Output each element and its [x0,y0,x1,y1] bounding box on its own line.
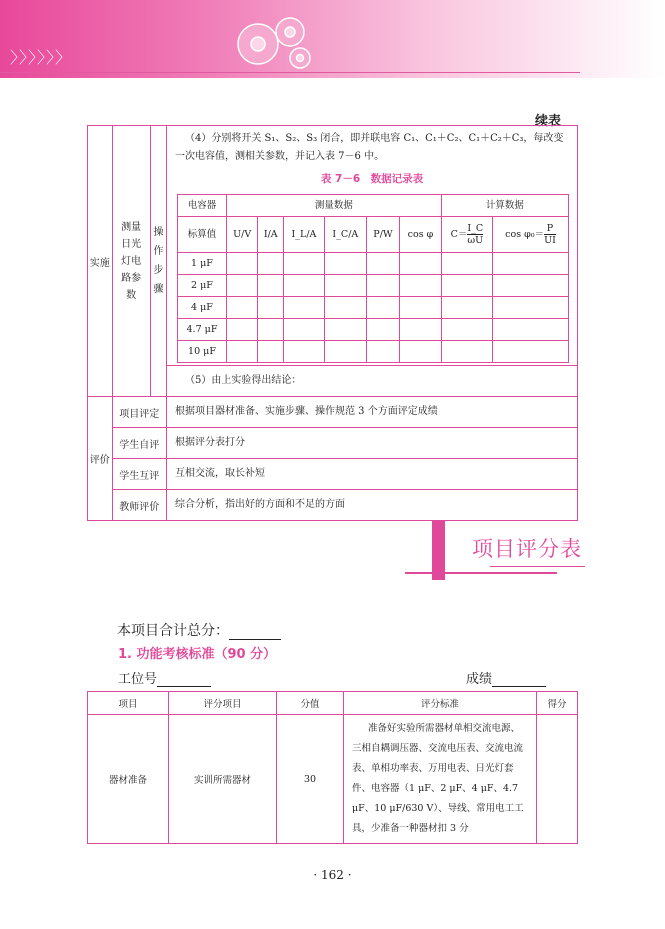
data-record-table [177,194,569,363]
impl-label: 实施 [89,257,110,269]
hdr-cos0-formula [493,217,569,253]
section1-title: 1. 功能考核标准（90 分） [118,647,277,662]
hdr-il: I_L/A [284,217,325,253]
page-number: · 162 · [313,868,352,882]
t2-criteria: 准备好实验所需器材单相交流电源、三相自耦调压器、交流电压表、交流电流表、单相功率表、万用电表、日光灯套件、电容器（1 μF、2 μF、4 μF、4.7 μF、10 μF/630 V）、导线、常用电工工具，少准备一种器材扣 3 分 [344,715,537,844]
hdr-u: U/V [226,217,257,253]
cos0-lhs: cos φ₀＝ [505,229,545,240]
t2-hdr-item: 项目 [88,692,169,715]
gears-icon [228,12,328,74]
c-num: I_C [467,223,484,234]
steps-label-cell [150,126,166,397]
score-label: 成绩 [466,672,493,687]
eval-content: 根据项目器材准备、实施步骤、操作规范 3 个方面评定成绩 [167,397,578,428]
eval-item: 项目评定 [112,397,166,428]
page-header-band [0,0,665,78]
score-line [466,668,546,687]
t2-hdr-criteria: 评分标准 [344,692,537,715]
hdr-ic: I_C/A [324,217,366,253]
table-row [178,253,569,275]
hdr-p: P/W [366,217,399,253]
section-title: 项目评分表 [472,537,582,561]
eval-label-cell [88,397,113,521]
impl-label-cell [88,126,113,397]
score-blank [492,672,546,687]
hdr-cos: cos φ [400,217,442,253]
total-label: 本项目合计总分： [117,623,229,639]
measure-label-cell [112,126,150,397]
table-row [88,715,578,844]
eval-content: 互相交流，取长补短 [167,459,578,490]
t2-score [537,715,578,844]
eval-content: 综合分析，指出好的方面和不足的方面 [167,490,578,521]
cos0-den: UI [544,235,556,246]
eval-item: 学生自评 [112,428,166,459]
header-arrows: 〉〉〉〉〉〉 [10,48,73,67]
station-blank [157,672,211,687]
hdr-nominal: 标算值 [178,217,227,253]
table-row [178,275,569,297]
hdr-capacitor: 电容器 [178,195,227,217]
step5-cell [167,366,578,397]
t2-points: 30 [277,715,344,844]
table-row [178,341,569,363]
scoring-table [87,691,578,844]
t2-item: 器材准备 [88,715,169,844]
station-label: 工位号 [118,672,158,687]
measure-label: 测量日光灯电路参数 [121,221,142,301]
t2-hdr-subitem: 评分项目 [169,692,277,715]
row-label: 4 μF [178,297,227,319]
step4-cell [167,126,578,366]
hdr-c-formula [441,217,492,253]
section-banner [405,520,585,580]
eval-label: 评价 [89,455,110,466]
total-score-line [117,620,281,640]
banner-underline [490,566,585,567]
t2-hdr-points: 分值 [277,692,344,715]
total-blank [229,625,281,640]
row-label: 10 μF [178,341,227,363]
banner-rule [405,572,557,574]
eval-item: 学生互评 [112,459,166,490]
header-rule [0,72,580,73]
continued-label: 续表 [535,114,562,129]
c-lhs: C＝ [450,229,468,240]
row-label: 2 μF [178,275,227,297]
cos0-num: P [544,223,556,235]
step4-text: （4）分别将开关 S₁、S₂、S₃ 闭合，即并联电容 C₁、C₁＋C₂、C₁＋C₂＋C₃，每改变一次电容值，测相关参数，并记入表 7－6 中。 [175,133,564,162]
t2-hdr-score: 得分 [537,692,578,715]
row-label: 4.7 μF [178,319,227,341]
eval-item: 教师评价 [112,490,166,521]
step5-text: （5）由上实验得出结论： [185,375,302,386]
station-line [118,668,211,687]
banner-bar [432,520,445,580]
table-row [178,319,569,341]
subtable-title: 表 7－6 数据记录表 [320,173,424,185]
t2-subitem: 实训所需器材 [169,715,277,844]
hdr-calculated: 计算数据 [441,195,568,217]
experiment-table [87,125,578,521]
eval-content: 根据评分表打分 [167,428,578,459]
hdr-i: I/A [258,217,284,253]
steps-label: 操作步骤 [153,227,164,295]
row-label: 1 μF [178,253,227,275]
table-row [178,297,569,319]
c-den: ωU [467,235,484,246]
hdr-measured: 测量数据 [226,195,441,217]
